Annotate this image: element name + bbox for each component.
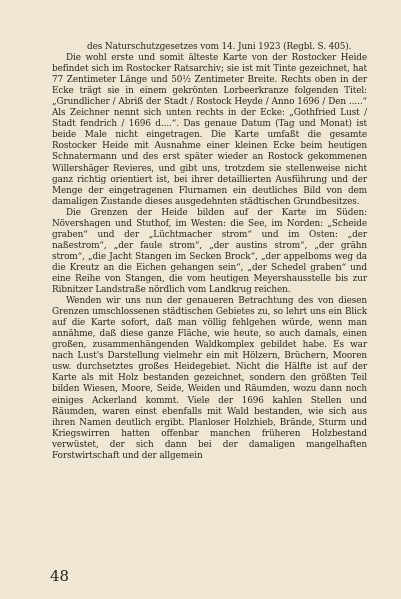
body-text bbox=[52, 42, 367, 462]
paragraph: Die Grenzen der Heide bilden auf der Karte im Süden: Növershagen und Stuthof, im Westen: die See, im Norden: „Scheide graben“ und der „Lüchtmacher strom“ und im Osten: „der naßestrom“, „der faule strom“, „der austins strom“, „der grähn strom“, „die Jacht Stangen im Secken Brock“, „der appelboms weg da die Kreutz an die Eichen gehangen sein“, „der Schedel graben“ und eine Reihe von Stangen, die vom heutigen Meyershausstelle bis zur Ribnitzer Landstraße nördlich vom Landkrug reichen. bbox=[52, 207, 367, 296]
page-number: 48 bbox=[50, 567, 70, 585]
paragraph-continuation: des Naturschutzgesetzes vom 14. Juni 1923 (Regbl. S. 405). bbox=[87, 42, 352, 52]
paragraph: Die wohl erste und somit älteste Karte von der Rostocker Heide befindet sich im Rostocker Ratsarchiv; sie ist mit Tinte gezeichnet, hat 77 Zentimeter Länge und 50½ Zentimeter Breite. Rechts oben in der Ecke trägt sie in einem gekrönten Lorbeerkranze folgenden Titel: „Grundlicher / Abriß der Stadt / Rostock Heyde / Anno 1696 / Den .....“ Als Zeichner nennt sich unten rechts in der Ecke: „Gothfried Lust / Stadt fendrich / 1696 d....“. Das genaue Datum (Tag und Monat) ist beide Male nicht eingetragen. Die Karte umfaßt die gesamte Rostocker Heide mit Ausnahme einer kleinen Ecke beim heutigen Schnatermann und des erst später wieder an Rostock gekommenen Willershäger Revieres, und gibt uns, trotzdem sie stellenweise nicht ganz richtig orientiert ist, bei ihrer detaillierten Ausführung und der Menge der eingetragenen Flurnamen ein deutliches Bild von dem damaligen Zustande dieses ausgedehnten städtischen Grundbesitzes. bbox=[52, 53, 367, 207]
paragraph: Wenden wir uns nun der genaueren Betrachtung des von diesen Grenzen umschlossenen städtischen Gebietes zu, so lehrt uns ein Blick auf die Karte sofort, daß man völlig fehlgehen würde, wenn man annähme, daß diese ganze Fläche, wie heute, so auch damals, einen großen, zusammenhängenden Waldkomplex gebildet habe. Es war nach Lust's Darstellung vielmehr ein mit Hölzern, Brüchern, Mooren usw. durchsetztes großes Heidegebiet. Nicht die Hälfte ist auf der Karte als mit Holz bestanden gezeichnet, sondern den größten Teil bilden Wiesen, Moore, Seide, Weiden und Räumden, wozu dann noch einiges Ackerland kommt. Viele der 1696 kahlen Stellen und Räumden, waren einst ebenfalls mit Wald bestanden, wie sich aus ihren Namen deutlich ergibt. Planloser Holzhieb, Brände, Sturm und Kriegswirren hatten offenbar manchen früheren Holzbestand verwüstet, der sich dann bei der damaligen mangelhaften Forstwirtschaft und der allgemein bbox=[52, 296, 367, 461]
